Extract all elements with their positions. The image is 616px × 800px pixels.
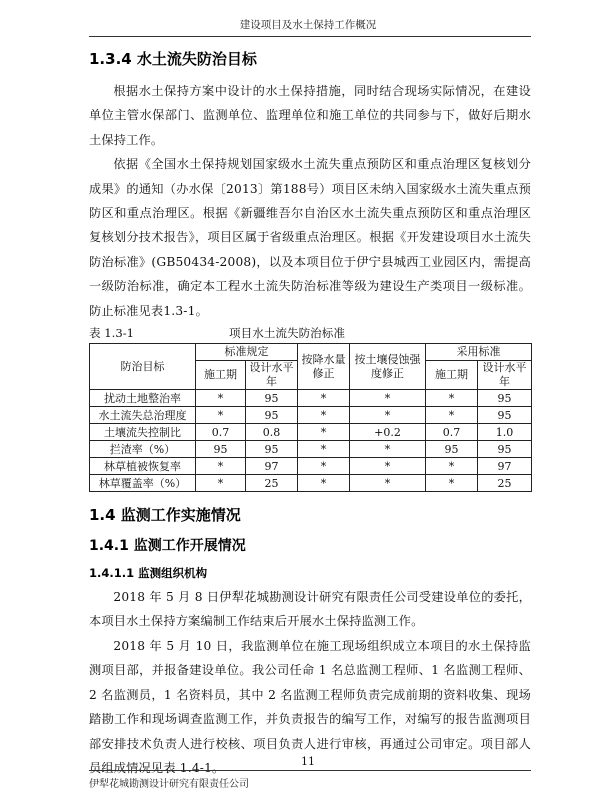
- cell-erosion: *: [350, 390, 426, 407]
- cell-rainfall: *: [298, 458, 350, 475]
- cell-std-design: 25: [246, 475, 298, 492]
- cell-adopted-construction: *: [426, 390, 478, 407]
- cell-adopted-construction: *: [426, 475, 478, 492]
- cell-adopted-design: 95: [478, 407, 532, 424]
- row-target: 水土流失总治理度: [90, 407, 196, 424]
- table-caption: [89, 325, 531, 341]
- row-target: 土壤流失控制比: [90, 424, 196, 441]
- header-adopted-group: 采用标准: [426, 344, 532, 361]
- table-row: [90, 441, 532, 458]
- cell-adopted-construction: 95: [426, 441, 478, 458]
- footer-rule: [89, 770, 531, 771]
- header-erosion-adjust: 按土壤侵蚀强度修正: [350, 344, 426, 390]
- cell-std-design: 97: [246, 458, 298, 475]
- heading-1-4-1: 1.4.1 监测工作开展情况: [89, 538, 246, 555]
- row-target: 拦渣率（%）: [90, 441, 196, 458]
- header-target: 防治目标: [90, 344, 196, 390]
- header-rainfall-adjust: 按降水量修正: [298, 344, 350, 390]
- cell-erosion: *: [350, 407, 426, 424]
- cell-rainfall: *: [298, 441, 350, 458]
- table-row: [90, 407, 532, 424]
- cell-rainfall: *: [298, 475, 350, 492]
- row-target: 扰动土地整治率: [90, 390, 196, 407]
- header-design-year: 设计水平年: [246, 361, 298, 390]
- cell-adopted-design: 95: [478, 390, 532, 407]
- table-row: [90, 458, 532, 475]
- table-title: 项目水土流失防治标准: [229, 326, 345, 341]
- cell-erosion: *: [350, 441, 426, 458]
- cell-std-construction: *: [196, 407, 246, 424]
- paragraph-1-4-1-1-b: 2018 年 5 月 10 日，我监测单位在施工现场组织成立本项目的水土保持监测项目部，并报备建设单位。我公司任命 1 名总监测工程师、1 名监测工程师、2 名监测员，1 名资料员，其中 2 名监测工程师负责完成前期的资料收集、现场踏勘工作和现场调查监测工作，并负责报告的编写工作，对编写的报告监测项目部安排技术负责人进行校核、项目负责人进行审核，再通过公司审定。项目部人员组成情况见表 1.4-1。: [89, 638, 531, 775]
- row-target: 林草植被恢复率: [90, 458, 196, 475]
- cell-std-construction: *: [196, 390, 246, 407]
- header-rule: [89, 36, 531, 37]
- heading-1-4: 1.4 监测工作实施情况: [89, 506, 241, 525]
- page-number: 11: [301, 755, 315, 768]
- page-content: [89, 46, 531, 780]
- paragraph-1-4-1-1-a: 2018 年 5 月 8 日伊犁花城勘测设计研究有限责任公司受建设单位的委托，本项目水土保持方案编制工作结束后开展水土保持监测工作。: [89, 590, 531, 629]
- heading-1-3-4: 1.3.4 水土流失防治目标: [89, 50, 257, 68]
- cell-std-construction: *: [196, 475, 246, 492]
- cell-std-construction: 95: [196, 441, 246, 458]
- table-number: 表 1.3-1: [89, 326, 135, 341]
- cell-std-design: 95: [246, 390, 298, 407]
- paragraph-1-3-4-a: 根据水土保持方案中设计的水土保持措施，同时结合现场实际情况，在建设单位主管水保部门、监测单位、监理单位和施工单位的共同参与下，做好后期水土保持工作。: [89, 84, 531, 147]
- cell-rainfall: *: [298, 407, 350, 424]
- table-row: [90, 475, 532, 492]
- cell-std-construction: 0.7: [196, 424, 246, 441]
- cell-std-design: 95: [246, 441, 298, 458]
- cell-erosion: *: [350, 458, 426, 475]
- paragraph-1-3-4-b: 依据《全国水土保持规划国家级水土流失重点预防区和重点治理区复核划分成果》的通知（办水保〔2013〕第188号）项目区未纳入国家级水土流失重点预防区和重点治理区。根据《新疆维吾尔自治区水土流失重点预防区和重点治理区复核划分技术报告》，项目区属于省级重点治理区。根据《开发建设项目水土流失防治标准》(GB50434-2008)，以及本项目位于伊宁县城西工业园区内，需提高一级防治标准，确定本工程水土流失防治标准等级为建设生产类项目一级标准。防止标准见表1.3-1。: [89, 157, 531, 318]
- header-standard-group: 标准规定: [196, 344, 298, 361]
- header-adopted-construction: 施工期: [426, 361, 478, 390]
- cell-adopted-construction: *: [426, 458, 478, 475]
- cell-adopted-design: 1.0: [478, 424, 532, 441]
- table-row: [90, 424, 532, 441]
- cell-std-design: 0.8: [246, 424, 298, 441]
- cell-rainfall: *: [298, 424, 350, 441]
- table-row: [90, 390, 532, 407]
- cell-erosion: *: [350, 475, 426, 492]
- row-target: 林草覆盖率（%）: [90, 475, 196, 492]
- cell-adopted-construction: 0.7: [426, 424, 478, 441]
- cell-adopted-design: 95: [478, 441, 532, 458]
- header-adopted-design-year: 设计水平年: [478, 361, 532, 390]
- prevention-standard-table: [89, 343, 532, 492]
- footer-company: 伊犁花城勘测设计研究有限责任公司: [89, 779, 249, 790]
- cell-std-design: 95: [246, 407, 298, 424]
- running-header: 建设项目及水土保持工作概况: [239, 19, 377, 31]
- header-construction: 施工期: [196, 361, 246, 390]
- heading-1-4-1-1: 1.4.1.1 监测组织机构: [89, 566, 208, 581]
- cell-erosion: +0.2: [350, 424, 426, 441]
- cell-adopted-construction: *: [426, 407, 478, 424]
- cell-std-construction: *: [196, 458, 246, 475]
- cell-adopted-design: 25: [478, 475, 532, 492]
- cell-rainfall: *: [298, 390, 350, 407]
- cell-adopted-design: 97: [478, 458, 532, 475]
